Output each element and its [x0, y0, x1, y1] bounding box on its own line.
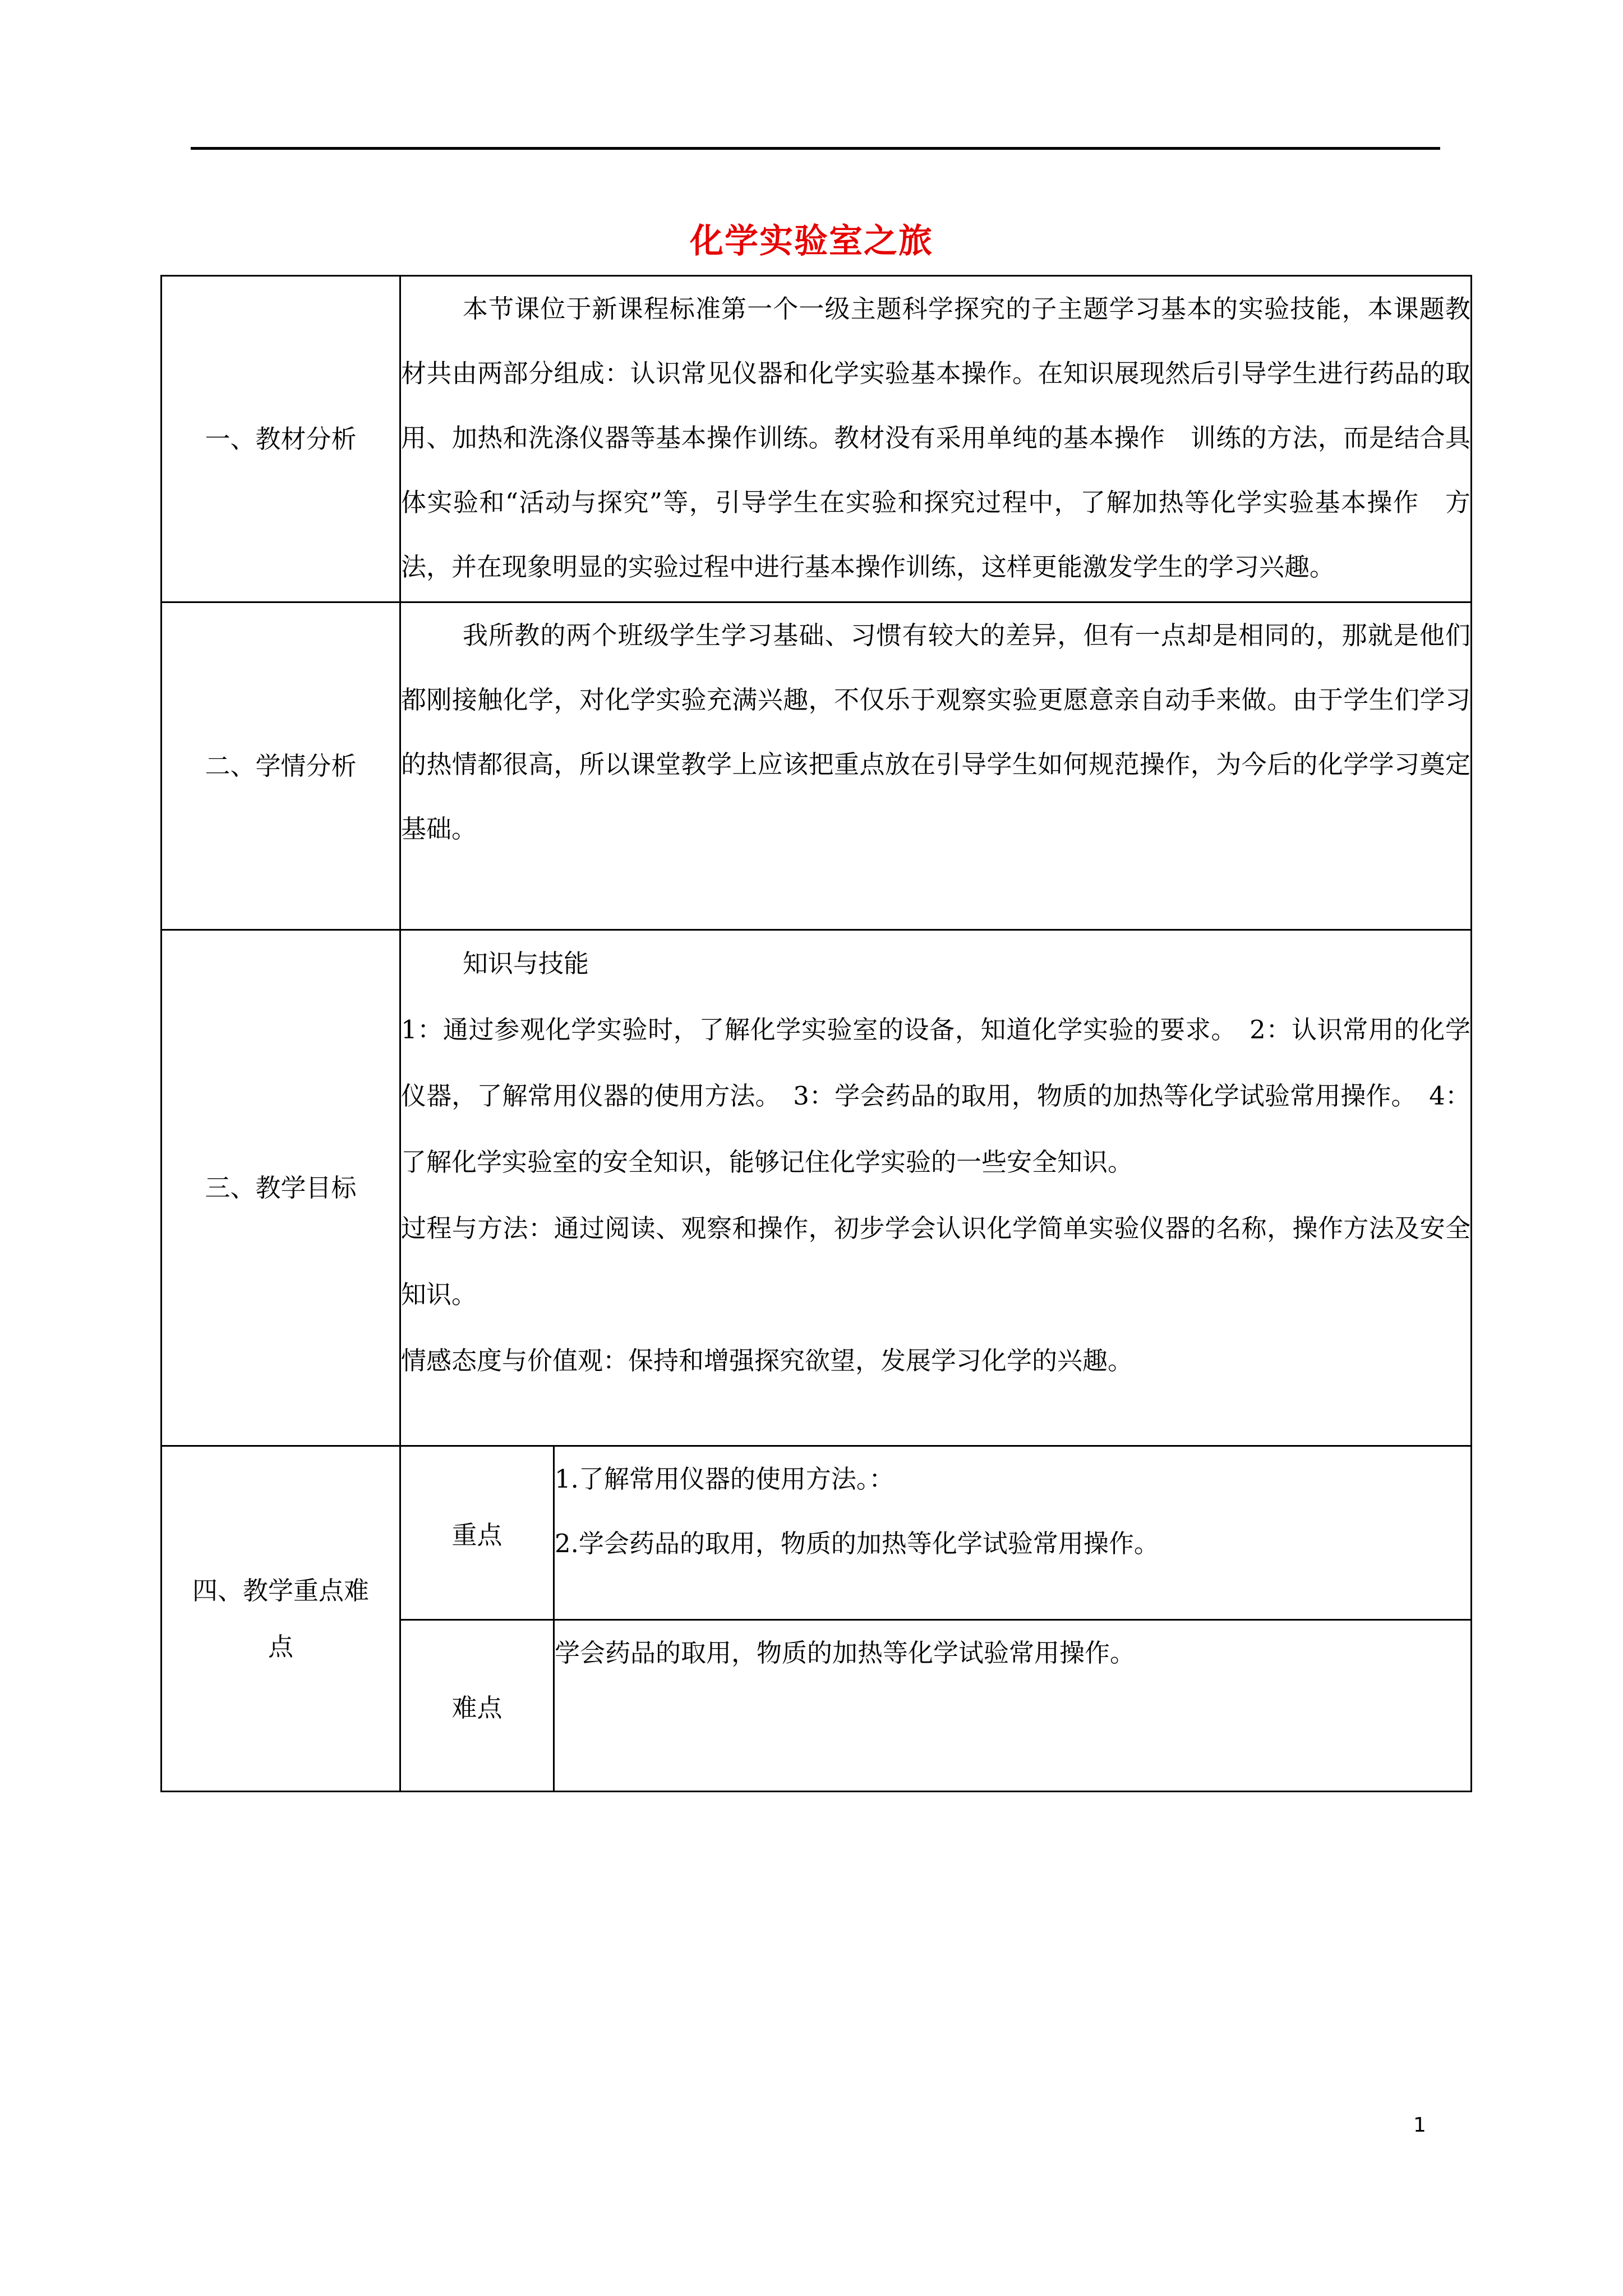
- difficulties-label: 难点: [400, 1620, 554, 1792]
- section-row-objectives: [162, 930, 1472, 1446]
- section-heading-students: 二、学情分析: [162, 602, 400, 930]
- section-row-textbook: [162, 276, 1472, 602]
- section-text-textbook: 本节课位于新课程标准第一个一级主题科学探究的子主题学习基本的实验技能，本课题教材共由两部分组成：认识常见仪器和化学实验基本操作。在知识展现然后引导学生进行药品的取用、加热和洗涤仪器等基本操作训练。教材没有采用单纯的基本操作 训练的方法，而是结合具体实验和“活动与探究”等，引导学生在实验和探究过程中，了解加热等化学实验基本操作 方法，并在现象明显的实验过程中进行基本操作训练，这样更能激发学生的学习兴趣。: [400, 276, 1472, 602]
- objectives-subtitle: 知识与技能: [463, 949, 589, 978]
- section-row-students: [162, 602, 1472, 930]
- header-rule: [191, 147, 1440, 150]
- section-heading-objectives: 三、教学目标: [162, 930, 400, 1446]
- key-points-body: [554, 1446, 1472, 1620]
- document-title: 化学实验室之旅: [690, 222, 933, 261]
- key-point-item: 1.了解常用仪器的使用方法。：: [555, 1464, 895, 1494]
- key-points-label: 重点: [400, 1446, 554, 1620]
- section-heading-textbook: 一、教材分析: [162, 276, 400, 602]
- key-point-item: 2.学会药品的取用，物质的加热等化学试验常用操作。: [555, 1529, 1159, 1558]
- section-objectives-body: [400, 930, 1472, 1446]
- objectives-knowledge: 1：通过参观化学实验时，了解化学实验室的设备，知道化学实验的要求。 2：认识常用的化学仪器，了解常用仪器的使用方法。 3：学会药品的取用，物质的加热等化学试验常用操作。 4：了解化学实验室的安全知识，能够记住化学实验的一些安全知识。: [401, 1015, 1470, 1177]
- page-number: 1: [1413, 2114, 1426, 2137]
- section-heading-key-difficult: 四、教学重点难点: [162, 1446, 400, 1792]
- difficulties-body: 学会药品的取用，物质的加热等化学试验常用操作。: [554, 1620, 1472, 1792]
- lesson-plan-table: [160, 275, 1472, 1792]
- section-row-key-points: [162, 1446, 1472, 1620]
- objectives-emotion: 情感态度与价值观：保持和增强探究欲望，发展学习化学的兴趣。: [401, 1346, 1133, 1375]
- section-text-students: 我所教的两个班级学生学习基础、习惯有较大的差异，但有一点却是相同的，那就是他们都刚接触化学，对化学实验充满兴趣，不仅乐于观察实验更愿意亲自动手来做。由于学生们学习的热情都很高，所以课堂教学上应该把重点放在引导学生如何规范操作，为今后的化学学习奠定基础。: [400, 602, 1472, 930]
- objectives-process: 过程与方法：通过阅读、观察和操作，初步学会认识化学简单实验仪器的名称，操作方法及安全知识。: [401, 1213, 1470, 1309]
